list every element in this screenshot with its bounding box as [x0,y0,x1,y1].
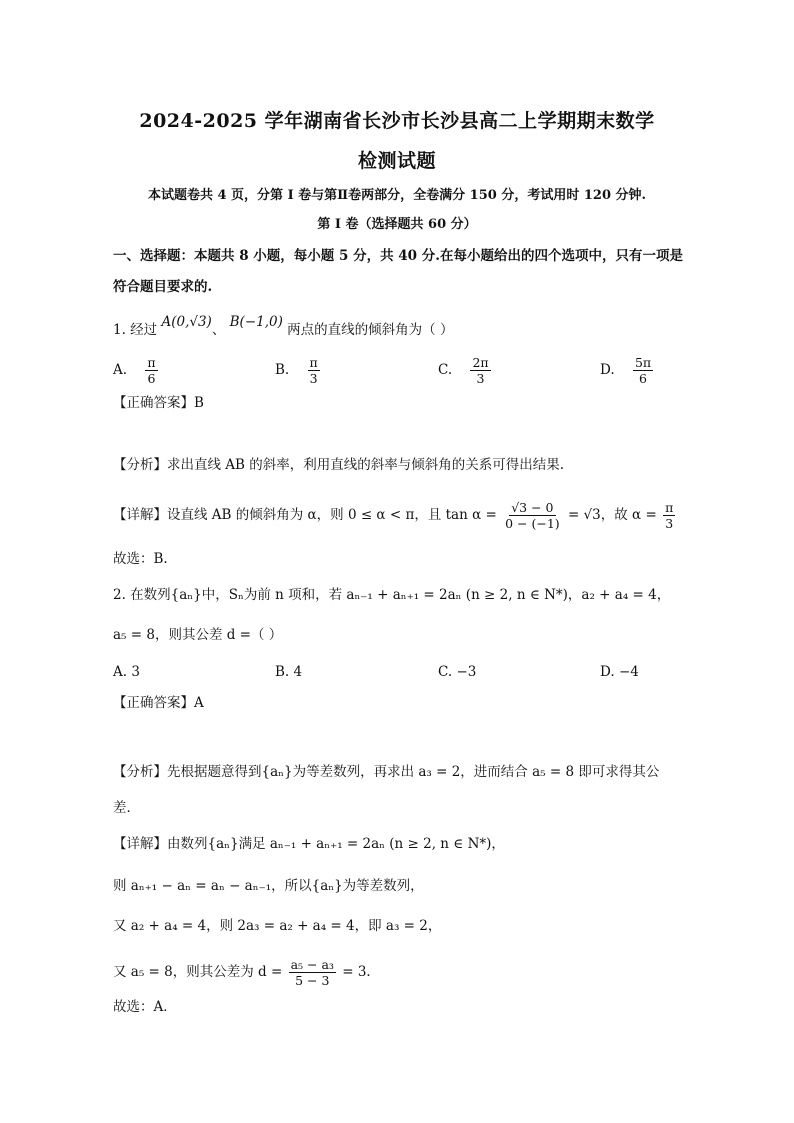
option-label: A. [113,362,128,378]
detail-line4-prefix: 又 a₅ = 8，则其公差为 d = [113,964,283,980]
option-label: C. [438,362,453,378]
detail-numerator: √3 − 0 [511,500,554,515]
question-2-stem-line1: 2. 在数列{aₙ}中，Sₙ为前 n 项和，若 aₙ₋₁ + aₙ₊₁ = 2aₙ (n ≥ 2, n ∈ N*)，a₂ + a₄ = 4， [113,587,671,603]
option-label: D. [600,664,615,680]
detail-line4-suffix: = 3． [342,964,380,980]
option-numerator: 5π [634,355,652,370]
question-2-option-c [438,662,476,682]
option-text: −4 [618,664,639,680]
part1-heading: 第 I 卷（选择题共 60 分） [317,217,477,232]
option-numerator: 2π [472,355,489,370]
question-1-sep: 、 [211,322,226,338]
option-label: B. [275,664,290,680]
question-2-conclusion: 故选：A． [113,999,177,1015]
question-1-point-b: B(−1,0) [229,314,283,330]
option-label: D. [600,362,615,378]
option-label: B. [275,362,290,378]
question-2-answer: 【正确答案】A [113,695,204,711]
question-2-option-d [600,662,639,682]
question-1-option-a [113,355,160,386]
detail-result-numerator: π [665,500,674,515]
document-title-line1: 2024-2025 学年湖南省长沙市长沙县高二上学期期末数学 [139,110,655,132]
question-2-stem-line2: a₅ = 8，则其公差 d =（ ） [113,627,283,643]
option-numerator: π [309,355,318,370]
question-2-detail-line1: 【详解】由数列{aₙ}满足 aₙ₋₁ + aₙ₊₁ = 2aₙ (n ≥ 2, n ∈ N*)， [113,836,505,852]
detail-line4-denominator: 5 − 3 [295,973,330,988]
question-1-prefix: 1. 经过 [113,322,158,338]
option-denominator: 3 [476,371,485,386]
detail-prefix: 【详解】设直线 AB 的倾斜角为 α，则 0 ≤ α < π，且 tan α = [113,507,497,523]
question-2-analysis-line2: 差． [113,800,140,816]
detail-result-denominator: 3 [665,516,674,531]
option-text: 4 [293,664,303,680]
option-label: A. [113,664,128,680]
option-text: 3 [131,664,140,680]
question-2-option-a [113,662,140,682]
option-numerator: π [147,355,156,370]
option-label: C. [438,664,453,680]
exam-intro: 本试题卷共 4 页，分第 I 卷与第Ⅱ卷两部分，全卷满分 150 分，考试用时 120 分钟. [147,188,647,203]
question-1-answer: 【正确答案】B [113,395,204,411]
question-1-stem [113,314,454,340]
document-title-line2: 检测试题 [357,150,436,172]
question-1-option-d [600,355,655,386]
question-2-detail-line4 [113,957,380,988]
detail-line4-numerator: a₅ − a₃ [290,957,334,972]
detail-denominator: 0 − (−1) [505,516,560,531]
question-1-point-a: A(0,√3) [161,314,212,330]
question-2-analysis-line1: 【分析】先根据题意得到{aₙ}为等差数列，再求出 a₃ = 2，进而结合 a₅ = 8 即可求得其公 [113,764,660,780]
option-text: −3 [456,664,477,680]
question-1-conclusion: 故选：B. [113,551,168,567]
section1-instruction-line2: 符合题目要求的. [113,279,213,295]
option-denominator: 6 [639,371,647,386]
question-2-detail-line3: 又 a₂ + a₄ = 4，则 2a₃ = a₂ + a₄ = 4，即 a₃ = 2， [113,918,442,934]
detail-middle: = √3，故 α = [567,507,657,523]
option-denominator: 6 [147,371,156,386]
question-1-option-b [275,355,322,386]
question-2-detail-line2: 则 aₙ₊₁ − aₙ = aₙ − aₙ₋₁，所以{aₙ}为等差数列， [113,878,424,894]
question-1-analysis: 【分析】求出直线 AB 的斜率，利用直线的斜率与倾斜角的关系可得出结果. [113,457,565,473]
option-denominator: 3 [309,371,318,386]
question-1-suffix: 两点的直线的倾斜角为（ ） [287,322,454,338]
question-2-option-b [275,662,302,682]
question-1-detail [113,500,677,531]
question-1-option-c [438,355,493,386]
section1-instruction-line1: 一、选择题：本题共 8 小题，每小题 5 分，共 40 分.在每小题给出的四个选项中，只有一项是 [113,248,683,264]
